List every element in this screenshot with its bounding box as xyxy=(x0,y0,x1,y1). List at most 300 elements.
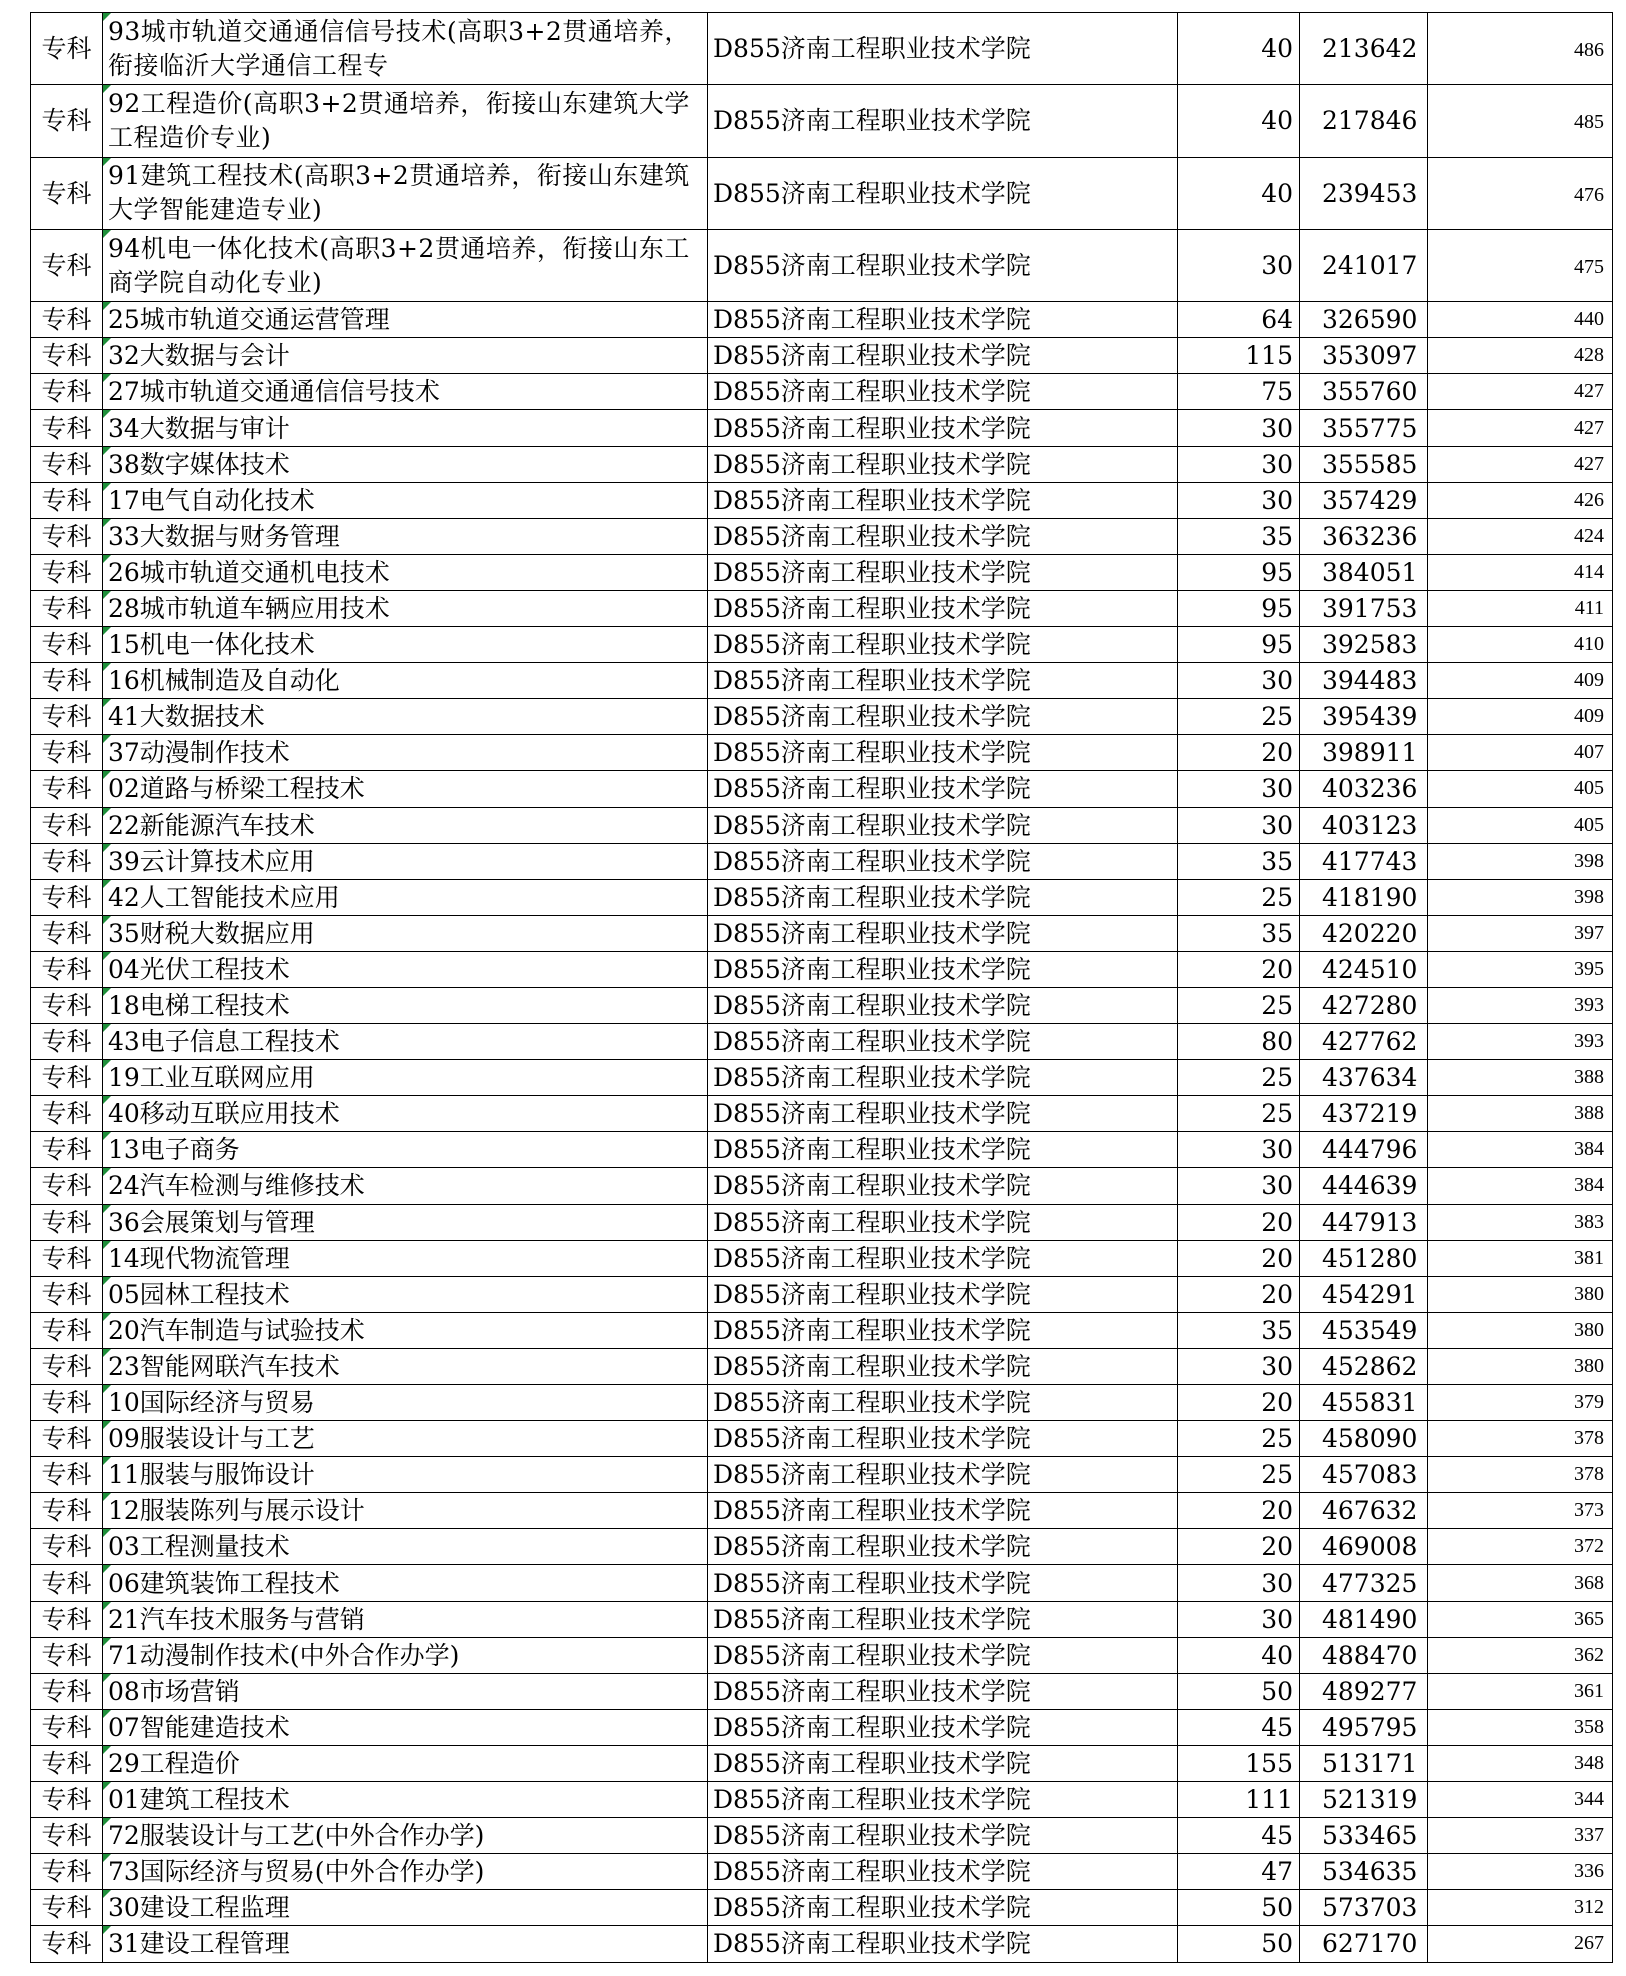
major-cell: 31建设工程管理 xyxy=(103,1926,708,1962)
major-cell: 16机械制造及自动化 xyxy=(103,663,708,699)
min-score-cell: 336 xyxy=(1428,1854,1613,1890)
major-cell: 33大数据与财务管理 xyxy=(103,518,708,554)
school-cell: D855济南工程职业技术学院 xyxy=(708,13,1178,85)
min-score-cell: 381 xyxy=(1428,1240,1613,1276)
level-cell: 专科 xyxy=(31,1601,103,1637)
school-cell: D855济南工程职业技术学院 xyxy=(708,915,1178,951)
min-score-cell: 405 xyxy=(1428,807,1613,843)
plan-count-cell: 50 xyxy=(1178,1890,1300,1926)
table-row xyxy=(31,302,1613,338)
table-row xyxy=(31,1240,1613,1276)
table-row xyxy=(31,951,1613,987)
min-score-cell: 424 xyxy=(1428,518,1613,554)
rank-cell: 355760 xyxy=(1300,374,1428,410)
plan-count-cell: 35 xyxy=(1178,843,1300,879)
min-score-cell: 383 xyxy=(1428,1204,1613,1240)
plan-count-cell: 30 xyxy=(1178,1168,1300,1204)
min-score-cell: 409 xyxy=(1428,699,1613,735)
plan-count-cell: 64 xyxy=(1178,302,1300,338)
min-score-cell: 410 xyxy=(1428,627,1613,663)
major-cell: 05园林工程技术 xyxy=(103,1276,708,1312)
major-cell: 38数字媒体技术 xyxy=(103,446,708,482)
plan-count-cell: 40 xyxy=(1178,85,1300,157)
school-cell: D855济南工程职业技术学院 xyxy=(708,807,1178,843)
min-score-cell: 384 xyxy=(1428,1168,1613,1204)
level-cell: 专科 xyxy=(31,1854,103,1890)
school-cell: D855济南工程职业技术学院 xyxy=(708,771,1178,807)
level-cell: 专科 xyxy=(31,302,103,338)
min-score-cell: 407 xyxy=(1428,735,1613,771)
rank-cell: 217846 xyxy=(1300,85,1428,157)
level-cell: 专科 xyxy=(31,627,103,663)
level-cell: 专科 xyxy=(31,1132,103,1168)
level-cell: 专科 xyxy=(31,1204,103,1240)
school-cell: D855济南工程职业技术学院 xyxy=(708,1493,1178,1529)
major-cell: 43电子信息工程技术 xyxy=(103,1024,708,1060)
plan-count-cell: 35 xyxy=(1178,915,1300,951)
level-cell: 专科 xyxy=(31,1060,103,1096)
table-row xyxy=(31,1673,1613,1709)
table-row xyxy=(31,627,1613,663)
level-cell: 专科 xyxy=(31,157,103,229)
min-score-cell: 414 xyxy=(1428,554,1613,590)
level-cell: 专科 xyxy=(31,518,103,554)
table-row xyxy=(31,843,1613,879)
rank-cell: 457083 xyxy=(1300,1457,1428,1493)
major-cell: 94机电一体化技术(高职3+2贯通培养，衔接山东工商学院自动化专业) xyxy=(103,229,708,301)
major-cell: 36会展策划与管理 xyxy=(103,1204,708,1240)
rank-cell: 394483 xyxy=(1300,663,1428,699)
rank-cell: 326590 xyxy=(1300,302,1428,338)
table-row xyxy=(31,1204,1613,1240)
major-cell: 39云计算技术应用 xyxy=(103,843,708,879)
plan-count-cell: 95 xyxy=(1178,554,1300,590)
plan-count-cell: 45 xyxy=(1178,1709,1300,1745)
school-cell: D855济南工程职业技术学院 xyxy=(708,85,1178,157)
plan-count-cell: 20 xyxy=(1178,1276,1300,1312)
school-cell: D855济南工程职业技术学院 xyxy=(708,1782,1178,1818)
major-cell: 32大数据与会计 xyxy=(103,338,708,374)
plan-count-cell: 25 xyxy=(1178,1096,1300,1132)
school-cell: D855济南工程职业技术学院 xyxy=(708,1421,1178,1457)
level-cell: 专科 xyxy=(31,1457,103,1493)
rank-cell: 481490 xyxy=(1300,1601,1428,1637)
plan-count-cell: 95 xyxy=(1178,627,1300,663)
rank-cell: 521319 xyxy=(1300,1782,1428,1818)
rank-cell: 403236 xyxy=(1300,771,1428,807)
table-row xyxy=(31,1601,1613,1637)
major-cell: 24汽车检测与维修技术 xyxy=(103,1168,708,1204)
plan-count-cell: 30 xyxy=(1178,446,1300,482)
school-cell: D855济南工程职业技术学院 xyxy=(708,1745,1178,1781)
rank-cell: 458090 xyxy=(1300,1421,1428,1457)
min-score-cell: 348 xyxy=(1428,1745,1613,1781)
plan-count-cell: 35 xyxy=(1178,1312,1300,1348)
min-score-cell: 388 xyxy=(1428,1060,1613,1096)
level-cell: 专科 xyxy=(31,1745,103,1781)
level-cell: 专科 xyxy=(31,229,103,301)
level-cell: 专科 xyxy=(31,446,103,482)
min-score-cell: 476 xyxy=(1428,157,1613,229)
rank-cell: 427762 xyxy=(1300,1024,1428,1060)
major-cell: 22新能源汽车技术 xyxy=(103,807,708,843)
school-cell: D855济南工程职业技术学院 xyxy=(708,554,1178,590)
rank-cell: 420220 xyxy=(1300,915,1428,951)
table-row xyxy=(31,1312,1613,1348)
school-cell: D855济南工程职业技术学院 xyxy=(708,1854,1178,1890)
major-cell: 73国际经济与贸易(中外合作办学) xyxy=(103,1854,708,1890)
table-row xyxy=(31,1060,1613,1096)
table-row xyxy=(31,374,1613,410)
table-row xyxy=(31,1926,1613,1962)
level-cell: 专科 xyxy=(31,663,103,699)
rank-cell: 489277 xyxy=(1300,1673,1428,1709)
major-cell: 93城市轨道交通通信信号技术(高职3+2贯通培养，衔接临沂大学通信工程专 xyxy=(103,13,708,85)
level-cell: 专科 xyxy=(31,1565,103,1601)
table-row xyxy=(31,1854,1613,1890)
school-cell: D855济南工程职业技术学院 xyxy=(708,735,1178,771)
plan-count-cell: 80 xyxy=(1178,1024,1300,1060)
admission-table-body xyxy=(31,13,1613,1963)
school-cell: D855济南工程职业技术学院 xyxy=(708,1565,1178,1601)
level-cell: 专科 xyxy=(31,1673,103,1709)
plan-count-cell: 40 xyxy=(1178,1637,1300,1673)
level-cell: 专科 xyxy=(31,1493,103,1529)
plan-count-cell: 20 xyxy=(1178,1240,1300,1276)
rank-cell: 392583 xyxy=(1300,627,1428,663)
major-cell: 12服装陈列与展示设计 xyxy=(103,1493,708,1529)
min-score-cell: 485 xyxy=(1428,85,1613,157)
table-row xyxy=(31,482,1613,518)
rank-cell: 398911 xyxy=(1300,735,1428,771)
min-score-cell: 427 xyxy=(1428,374,1613,410)
table-row xyxy=(31,987,1613,1023)
school-cell: D855济南工程职业技术学院 xyxy=(708,1926,1178,1962)
table-row xyxy=(31,554,1613,590)
level-cell: 专科 xyxy=(31,951,103,987)
min-score-cell: 395 xyxy=(1428,951,1613,987)
plan-count-cell: 20 xyxy=(1178,1385,1300,1421)
school-cell: D855济南工程职业技术学院 xyxy=(708,1529,1178,1565)
plan-count-cell: 20 xyxy=(1178,1529,1300,1565)
school-cell: D855济南工程职业技术学院 xyxy=(708,302,1178,338)
school-cell: D855济南工程职业技术学院 xyxy=(708,879,1178,915)
min-score-cell: 372 xyxy=(1428,1529,1613,1565)
table-row xyxy=(31,771,1613,807)
school-cell: D855济南工程职业技术学院 xyxy=(708,374,1178,410)
rank-cell: 534635 xyxy=(1300,1854,1428,1890)
major-cell: 18电梯工程技术 xyxy=(103,987,708,1023)
table-row xyxy=(31,338,1613,374)
major-cell: 10国际经济与贸易 xyxy=(103,1385,708,1421)
major-cell: 09服装设计与工艺 xyxy=(103,1421,708,1457)
major-cell: 02道路与桥梁工程技术 xyxy=(103,771,708,807)
level-cell: 专科 xyxy=(31,374,103,410)
level-cell: 专科 xyxy=(31,1096,103,1132)
min-score-cell: 440 xyxy=(1428,302,1613,338)
school-cell: D855济南工程职业技术学院 xyxy=(708,987,1178,1023)
plan-count-cell: 30 xyxy=(1178,229,1300,301)
rank-cell: 437219 xyxy=(1300,1096,1428,1132)
rank-cell: 213642 xyxy=(1300,13,1428,85)
table-row xyxy=(31,518,1613,554)
school-cell: D855济南工程职业技术学院 xyxy=(708,1709,1178,1745)
table-row xyxy=(31,663,1613,699)
school-cell: D855济南工程职业技术学院 xyxy=(708,338,1178,374)
major-cell: 21汽车技术服务与营销 xyxy=(103,1601,708,1637)
plan-count-cell: 20 xyxy=(1178,951,1300,987)
rank-cell: 444639 xyxy=(1300,1168,1428,1204)
major-cell: 34大数据与审计 xyxy=(103,410,708,446)
table-row xyxy=(31,735,1613,771)
major-cell: 41大数据技术 xyxy=(103,699,708,735)
major-cell: 25城市轨道交通运营管理 xyxy=(103,302,708,338)
school-cell: D855济南工程职业技术学院 xyxy=(708,1457,1178,1493)
plan-count-cell: 20 xyxy=(1178,1204,1300,1240)
plan-count-cell: 30 xyxy=(1178,482,1300,518)
major-cell: 29工程造价 xyxy=(103,1745,708,1781)
level-cell: 专科 xyxy=(31,482,103,518)
min-score-cell: 365 xyxy=(1428,1601,1613,1637)
major-cell: 20汽车制造与试验技术 xyxy=(103,1312,708,1348)
plan-count-cell: 25 xyxy=(1178,1457,1300,1493)
major-cell: 04光伏工程技术 xyxy=(103,951,708,987)
plan-count-cell: 30 xyxy=(1178,807,1300,843)
rank-cell: 469008 xyxy=(1300,1529,1428,1565)
min-score-cell: 405 xyxy=(1428,771,1613,807)
level-cell: 专科 xyxy=(31,1890,103,1926)
level-cell: 专科 xyxy=(31,843,103,879)
major-cell: 26城市轨道交通机电技术 xyxy=(103,554,708,590)
rank-cell: 241017 xyxy=(1300,229,1428,301)
table-row xyxy=(31,446,1613,482)
rank-cell: 453549 xyxy=(1300,1312,1428,1348)
table-row xyxy=(31,1637,1613,1673)
school-cell: D855济南工程职业技术学院 xyxy=(708,1132,1178,1168)
level-cell: 专科 xyxy=(31,915,103,951)
table-row xyxy=(31,1421,1613,1457)
rank-cell: 391753 xyxy=(1300,590,1428,626)
major-cell: 28城市轨道车辆应用技术 xyxy=(103,590,708,626)
school-cell: D855济南工程职业技术学院 xyxy=(708,1096,1178,1132)
min-score-cell: 427 xyxy=(1428,410,1613,446)
level-cell: 专科 xyxy=(31,1168,103,1204)
plan-count-cell: 30 xyxy=(1178,1132,1300,1168)
min-score-cell: 337 xyxy=(1428,1818,1613,1854)
plan-count-cell: 30 xyxy=(1178,1565,1300,1601)
min-score-cell: 486 xyxy=(1428,13,1613,85)
rank-cell: 467632 xyxy=(1300,1493,1428,1529)
school-cell: D855济南工程职业技术学院 xyxy=(708,590,1178,626)
school-cell: D855济南工程职业技术学院 xyxy=(708,1276,1178,1312)
rank-cell: 418190 xyxy=(1300,879,1428,915)
plan-count-cell: 40 xyxy=(1178,13,1300,85)
plan-count-cell: 25 xyxy=(1178,987,1300,1023)
min-score-cell: 427 xyxy=(1428,446,1613,482)
plan-count-cell: 50 xyxy=(1178,1673,1300,1709)
school-cell: D855济南工程职业技术学院 xyxy=(708,1060,1178,1096)
min-score-cell: 397 xyxy=(1428,915,1613,951)
school-cell: D855济南工程职业技术学院 xyxy=(708,518,1178,554)
major-cell: 35财税大数据应用 xyxy=(103,915,708,951)
plan-count-cell: 115 xyxy=(1178,338,1300,374)
min-score-cell: 378 xyxy=(1428,1457,1613,1493)
table-row xyxy=(31,1818,1613,1854)
level-cell: 专科 xyxy=(31,1782,103,1818)
plan-count-cell: 25 xyxy=(1178,879,1300,915)
major-cell: 06建筑装饰工程技术 xyxy=(103,1565,708,1601)
table-row xyxy=(31,1493,1613,1529)
min-score-cell: 344 xyxy=(1428,1782,1613,1818)
plan-count-cell: 50 xyxy=(1178,1926,1300,1962)
min-score-cell: 378 xyxy=(1428,1421,1613,1457)
plan-count-cell: 25 xyxy=(1178,1421,1300,1457)
level-cell: 专科 xyxy=(31,85,103,157)
table-row xyxy=(31,13,1613,85)
table-row xyxy=(31,1709,1613,1745)
level-cell: 专科 xyxy=(31,1240,103,1276)
rank-cell: 355775 xyxy=(1300,410,1428,446)
table-row xyxy=(31,1890,1613,1926)
rank-cell: 513171 xyxy=(1300,1745,1428,1781)
major-cell: 42人工智能技术应用 xyxy=(103,879,708,915)
major-cell: 17电气自动化技术 xyxy=(103,482,708,518)
major-cell: 03工程测量技术 xyxy=(103,1529,708,1565)
table-row xyxy=(31,1276,1613,1312)
plan-count-cell: 20 xyxy=(1178,735,1300,771)
major-cell: 30建设工程监理 xyxy=(103,1890,708,1926)
level-cell: 专科 xyxy=(31,1709,103,1745)
rank-cell: 447913 xyxy=(1300,1204,1428,1240)
min-score-cell: 380 xyxy=(1428,1348,1613,1384)
plan-count-cell: 20 xyxy=(1178,1493,1300,1529)
table-row xyxy=(31,1385,1613,1421)
rank-cell: 437634 xyxy=(1300,1060,1428,1096)
level-cell: 专科 xyxy=(31,1276,103,1312)
rank-cell: 363236 xyxy=(1300,518,1428,554)
rank-cell: 395439 xyxy=(1300,699,1428,735)
school-cell: D855济南工程职业技术学院 xyxy=(708,1601,1178,1637)
table-row xyxy=(31,85,1613,157)
level-cell: 专科 xyxy=(31,13,103,85)
major-cell: 40移动互联应用技术 xyxy=(103,1096,708,1132)
table-row xyxy=(31,1529,1613,1565)
table-row xyxy=(31,1782,1613,1818)
rank-cell: 424510 xyxy=(1300,951,1428,987)
rank-cell: 455831 xyxy=(1300,1385,1428,1421)
table-row xyxy=(31,879,1613,915)
min-score-cell: 411 xyxy=(1428,590,1613,626)
major-cell: 37动漫制作技术 xyxy=(103,735,708,771)
admission-table xyxy=(30,12,1613,1963)
rank-cell: 444796 xyxy=(1300,1132,1428,1168)
major-cell: 14现代物流管理 xyxy=(103,1240,708,1276)
major-cell: 19工业互联网应用 xyxy=(103,1060,708,1096)
min-score-cell: 398 xyxy=(1428,879,1613,915)
school-cell: D855济南工程职业技术学院 xyxy=(708,843,1178,879)
school-cell: D855济南工程职业技术学院 xyxy=(708,229,1178,301)
level-cell: 专科 xyxy=(31,1926,103,1962)
min-score-cell: 393 xyxy=(1428,1024,1613,1060)
school-cell: D855济南工程职业技术学院 xyxy=(708,410,1178,446)
plan-count-cell: 111 xyxy=(1178,1782,1300,1818)
school-cell: D855济南工程职业技术学院 xyxy=(708,1204,1178,1240)
min-score-cell: 426 xyxy=(1428,482,1613,518)
major-cell: 11服装与服饰设计 xyxy=(103,1457,708,1493)
major-cell: 07智能建造技术 xyxy=(103,1709,708,1745)
rank-cell: 239453 xyxy=(1300,157,1428,229)
plan-count-cell: 30 xyxy=(1178,771,1300,807)
table-row xyxy=(31,807,1613,843)
school-cell: D855济南工程职业技术学院 xyxy=(708,1312,1178,1348)
level-cell: 专科 xyxy=(31,987,103,1023)
plan-count-cell: 25 xyxy=(1178,699,1300,735)
min-score-cell: 358 xyxy=(1428,1709,1613,1745)
school-cell: D855济南工程职业技术学院 xyxy=(708,663,1178,699)
level-cell: 专科 xyxy=(31,410,103,446)
rank-cell: 477325 xyxy=(1300,1565,1428,1601)
plan-count-cell: 75 xyxy=(1178,374,1300,410)
major-cell: 23智能网联汽车技术 xyxy=(103,1348,708,1384)
level-cell: 专科 xyxy=(31,1348,103,1384)
level-cell: 专科 xyxy=(31,771,103,807)
level-cell: 专科 xyxy=(31,554,103,590)
table-row xyxy=(31,1745,1613,1781)
school-cell: D855济南工程职业技术学院 xyxy=(708,157,1178,229)
level-cell: 专科 xyxy=(31,1385,103,1421)
table-row xyxy=(31,590,1613,626)
level-cell: 专科 xyxy=(31,1818,103,1854)
major-cell: 71动漫制作技术(中外合作办学) xyxy=(103,1637,708,1673)
rank-cell: 355585 xyxy=(1300,446,1428,482)
school-cell: D855济南工程职业技术学院 xyxy=(708,627,1178,663)
table-row xyxy=(31,1096,1613,1132)
level-cell: 专科 xyxy=(31,699,103,735)
plan-count-cell: 95 xyxy=(1178,590,1300,626)
plan-count-cell: 45 xyxy=(1178,1818,1300,1854)
plan-count-cell: 30 xyxy=(1178,663,1300,699)
min-score-cell: 312 xyxy=(1428,1890,1613,1926)
school-cell: D855济南工程职业技术学院 xyxy=(708,1385,1178,1421)
level-cell: 专科 xyxy=(31,1529,103,1565)
table-row xyxy=(31,915,1613,951)
major-cell: 91建筑工程技术(高职3+2贯通培养，衔接山东建筑大学智能建造专业) xyxy=(103,157,708,229)
rank-cell: 357429 xyxy=(1300,482,1428,518)
table-row xyxy=(31,699,1613,735)
school-cell: D855济南工程职业技术学院 xyxy=(708,699,1178,735)
rank-cell: 353097 xyxy=(1300,338,1428,374)
min-score-cell: 384 xyxy=(1428,1132,1613,1168)
table-row xyxy=(31,229,1613,301)
school-cell: D855济南工程职业技术学院 xyxy=(708,951,1178,987)
min-score-cell: 409 xyxy=(1428,663,1613,699)
level-cell: 专科 xyxy=(31,338,103,374)
school-cell: D855济南工程职业技术学院 xyxy=(708,1024,1178,1060)
level-cell: 专科 xyxy=(31,879,103,915)
min-score-cell: 373 xyxy=(1428,1493,1613,1529)
table-row xyxy=(31,1457,1613,1493)
rank-cell: 427280 xyxy=(1300,987,1428,1023)
min-score-cell: 379 xyxy=(1428,1385,1613,1421)
school-cell: D855济南工程职业技术学院 xyxy=(708,1673,1178,1709)
min-score-cell: 380 xyxy=(1428,1276,1613,1312)
min-score-cell: 393 xyxy=(1428,987,1613,1023)
min-score-cell: 380 xyxy=(1428,1312,1613,1348)
table-row xyxy=(31,1168,1613,1204)
min-score-cell: 428 xyxy=(1428,338,1613,374)
school-cell: D855济南工程职业技术学院 xyxy=(708,1348,1178,1384)
major-cell: 01建筑工程技术 xyxy=(103,1782,708,1818)
